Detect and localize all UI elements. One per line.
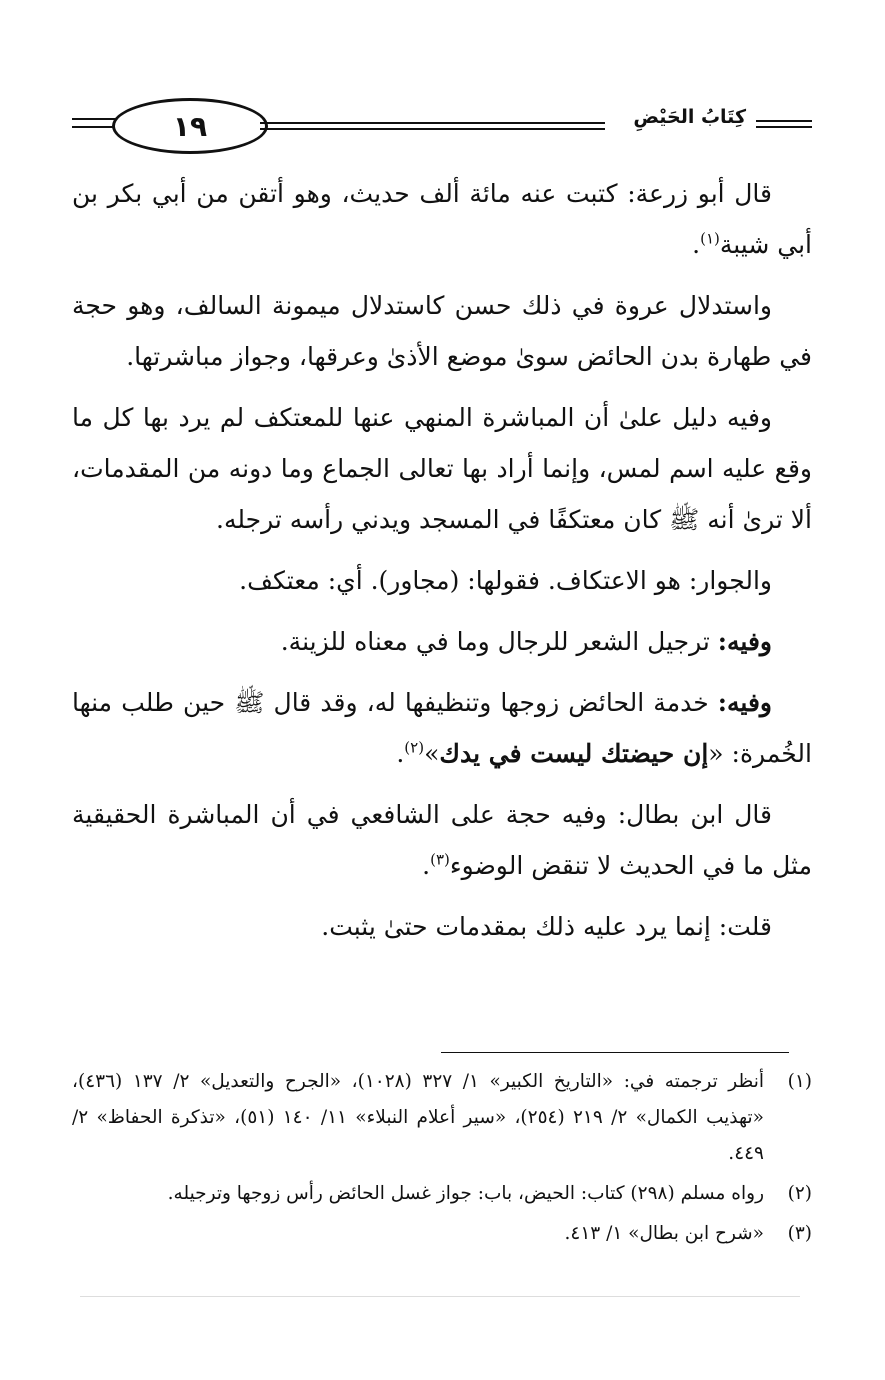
paragraph-lead: وفيه: (717, 627, 772, 656)
footnotes (72, 1064, 812, 1256)
page-number: ١٩ (112, 98, 268, 154)
footnote (72, 1176, 812, 1212)
footnote-text: رواه مسلم (٢٩٨) كتاب: الحيض، باب: جواز غسل الحائض رأس زوجها وترجيله. (167, 1183, 764, 1204)
footnote-number: (١) (787, 1071, 812, 1092)
header-rule-middle (260, 128, 605, 130)
footnote-ref[interactable]: (٢) (404, 738, 425, 757)
paragraph (72, 168, 812, 270)
header-rule-right (756, 120, 812, 122)
footnote-text: «شرح ابن بطال» ١/ ٤١٣. (564, 1223, 764, 1244)
footnote-number: (٢) (787, 1183, 812, 1204)
paragraph-tail: . (692, 230, 701, 259)
paragraph-lead: وفيه: (717, 688, 772, 717)
paragraph-text: واستدلال عروة في ذلك حسن كاستدلال ميمونة السالف، وهو حجة في طهارة بدن الحائض سوىٰ موضع الأذىٰ وعرقها، وجواز مباشرتها. (72, 291, 812, 371)
paragraph (72, 677, 812, 779)
paragraph-text: قال ابن بطال: وفيه حجة على الشافعي في أن المباشرة الحقيقية مثل ما في الحديث لا تنقض الوضوء (72, 800, 812, 880)
paragraph-text: والجوار: هو الاعتكاف. فقولها: (مجاور). أي: معتكف. (239, 566, 772, 595)
footnote-text: أنظر ترجمته في: «التاريخ الكبير» ١/ ٣٢٧ (١٠٢٨)، «الجرح والتعديل» ٢/ ١٣٧ (٤٣٦)، «تهذيب الكمال» ٢/ ٢١٩ (٢٥٤)، «سير أعلام النبلاء» ١١/ ١٤٠ (٥١)، «تذكرة الحفاظ» ٢/ ٤٤٩. (72, 1071, 764, 1164)
footnote-number: (٣) (787, 1223, 812, 1244)
paragraph-tail: . (396, 739, 405, 768)
chapter-title: كِتَابُ الحَيْضِ (633, 106, 746, 128)
paragraph-text: وفيه دليل علىٰ أن المباشرة المنهي عنها للمعتكف لم يرد بها كل ما وقع عليه اسم لمس، وإنما أراد بها تعالى الجماع وما دونه من المقدمات، ألا ترىٰ أنه ﷺ كان معتكفًا في المسجد ويدني رأسه ترجله. (72, 403, 812, 534)
paragraph (72, 901, 812, 952)
paragraph-text: قلت: إنما يرد عليه ذلك بمقدمات حتىٰ يثبت. (321, 912, 772, 941)
footnote-ref[interactable]: (٣) (430, 850, 450, 869)
hadith-quote: إن حيضتك ليست في يدك (439, 739, 709, 768)
paragraph (72, 616, 812, 667)
main-text (72, 168, 812, 962)
paragraph (72, 789, 812, 891)
paragraph-text: قال أبو زرعة: كتبت عنه مائة ألف حديث، وهو أتقن من أبي بكر بن أبي شيبة (72, 179, 812, 259)
header-rule-right (756, 126, 812, 128)
paragraph-text: خدمة الحائض زوجها وتنظيفها له، وقد قال ﷺ حين طلب منها الخُمرة: « (72, 688, 812, 768)
footnote-separator (441, 1052, 789, 1053)
paragraph-text: ترجيل الشعر للرجال وما في معناه للزينة. (280, 627, 718, 656)
paragraph (72, 392, 812, 545)
quote-close: » (424, 739, 440, 768)
paragraph-tail: . (422, 851, 431, 880)
paragraph (72, 555, 812, 606)
page-bottom-rule (80, 1296, 800, 1297)
footnote-ref[interactable]: (١) (700, 229, 720, 248)
footnote (72, 1064, 812, 1172)
paragraph (72, 280, 812, 382)
footnote (72, 1216, 812, 1252)
header-rule-middle (260, 122, 605, 124)
page-header (72, 96, 812, 156)
